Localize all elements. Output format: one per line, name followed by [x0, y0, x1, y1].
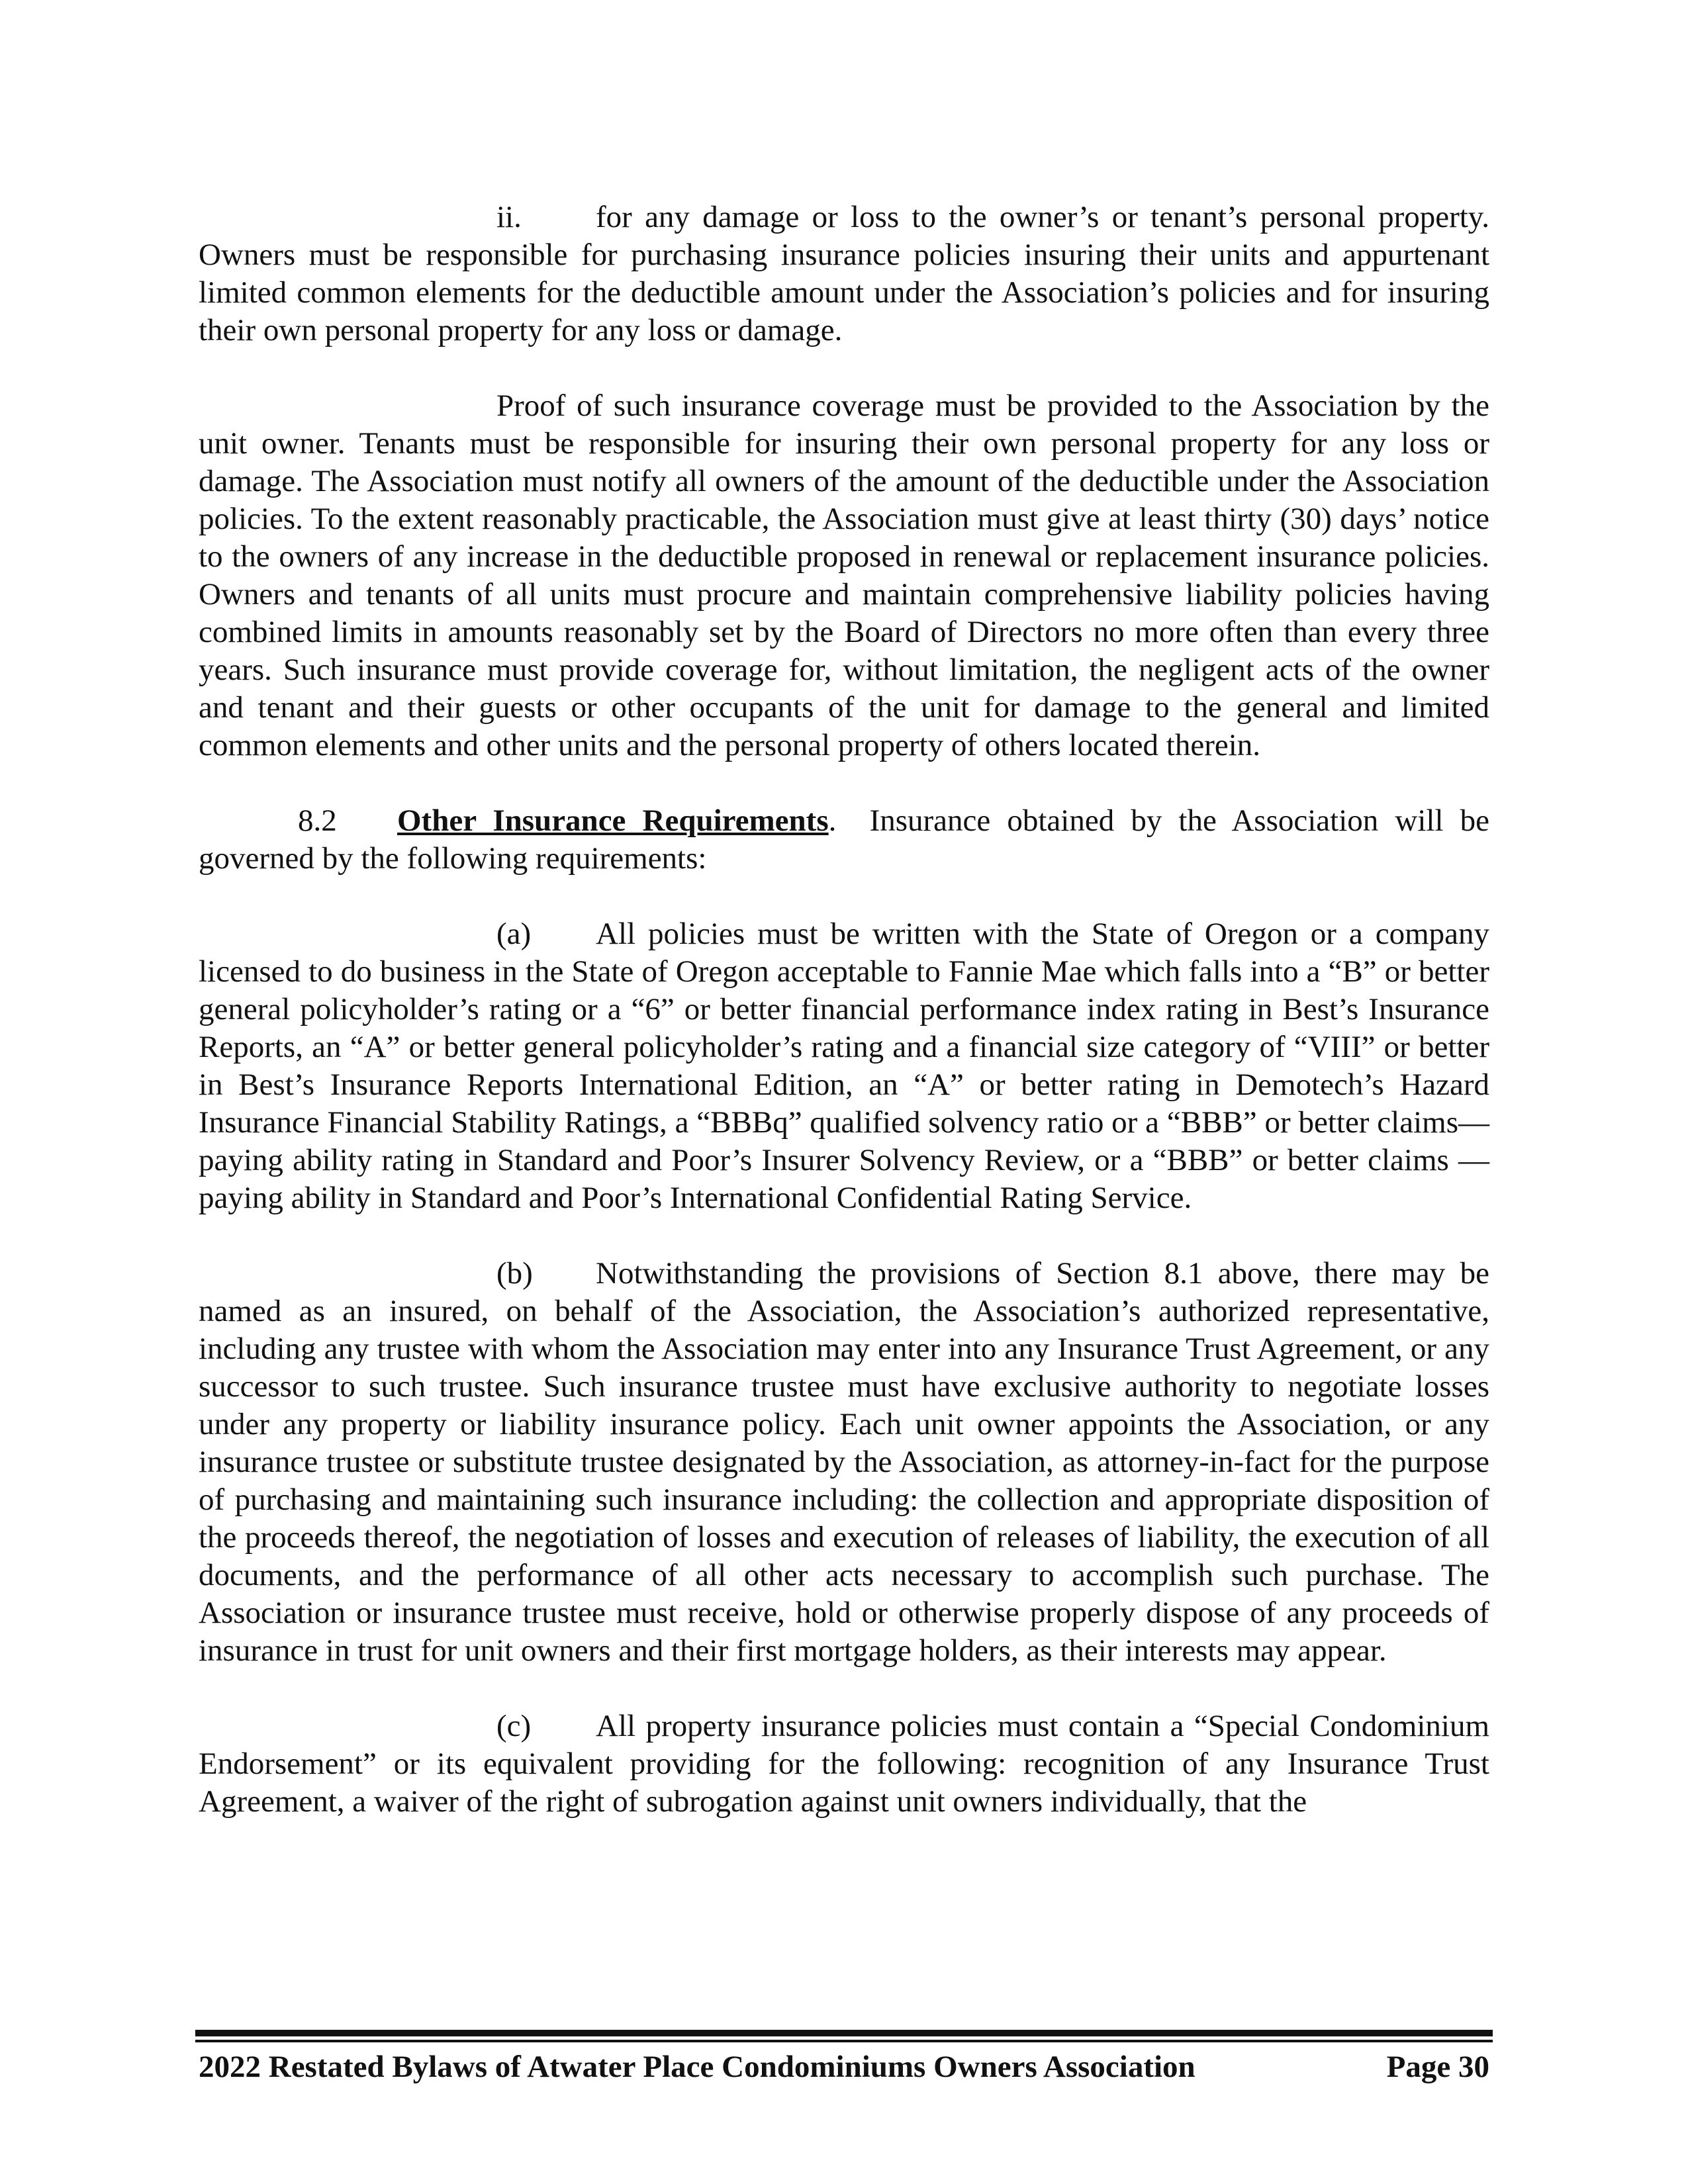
- section-8-2: [199, 802, 1489, 878]
- paragraph-text: Notwithstanding the provisions of Section 8.1 above, there may be named as an insured, on behalf of the Association, the Association’s authorized representative, including any trustee with whom the Association may enter into any Insurance Trust Agreement, or any successor to such trustee. Such insurance trustee must have exclusive authority to negotiate losses under any property or liability insurance policy. Each unit owner appoints the Association, or any insurance trustee or substitute trustee designated by the Association, as attorney-in-fact for the purpose of purchasing and maintaining such insurance including: the collection and appropriate disposition of the proceeds thereof, the negotiation of losses and execution of releases of liability, the execution of all documents, and the performance of all other acts necessary to accomplish such purchase. The Association or insurance trustee must receive, hold or otherwise properly dispose of any proceeds of insurance in trust for unit owners and their first mortgage holders, as their interests may appear.: [199, 1256, 1489, 1668]
- paragraph-ii: [199, 199, 1489, 349]
- item-label: (b): [496, 1256, 533, 1291]
- paragraph-text: All property insurance policies must contain a “Special Condominium Endorsement” or its equivalent providing for the following: recognition of any Insurance Trust Agreement, a waiver of the right of subrogation against unit owners individually, that the: [199, 1709, 1489, 1819]
- body-text: [199, 199, 1489, 1821]
- paragraph-text: All policies must be written with the State of Oregon or a company licensed to do business in the State of Oregon acceptable to Fannie Mae which falls into a “B” or better general policyholder’s rating or a “6” or better financial performance index rating in Best’s Insurance Reports, an “A” or better general policyholder’s rating and a financial size category of “VIII” or better in Best’s Insurance Reports International Edition, an “A” or better rating in Demotech’s Hazard Insurance Financial Stability Ratings, a “BBBq” qualified solvency ratio or a “BBB” or better claims—paying ability rating in Standard and Poor’s Insurer Solvency Review, or a “BBB” or better claims — paying ability in Standard and Poor’s International Confidential Rating Service.: [199, 917, 1489, 1215]
- page-footer: [199, 2048, 1489, 2086]
- footer-title: 2022 Restated Bylaws of Atwater Place Condominiums Owners Association: [199, 2050, 1196, 2084]
- paragraph-proof: [199, 387, 1489, 764]
- item-label: (a): [496, 917, 532, 951]
- item-label: (c): [496, 1709, 532, 1743]
- paragraph-c: [199, 1707, 1489, 1821]
- footer-rule-thin: [195, 2040, 1493, 2042]
- section-heading: Other Insurance Requirements: [397, 803, 829, 838]
- paragraph-text: Proof of such insurance coverage must be provided to the Association by the unit owner. Tenants must be responsible for insuring their own personal property for any loss or damage. The Association must notify all owners of the amount of the deductible under the Association policies. To the extent reasonably practicable, the Association must give at least thirty (30) days’ notice to the owners of any increase in the deductible proposed in renewal or replacement insurance policies. Owners and tenants of all units must procure and maintain comprehensive liability policies having combined limits in amounts reasonably set by the Board of Directors no more often than every three years. Such insurance must provide coverage for, without limitation, the negligent acts of the owner and tenant and their guests or other occupants of the unit for damage to the general and limited common elements and other units and the personal property of others located therein.: [199, 388, 1489, 762]
- section-number: 8.2: [298, 803, 337, 838]
- page-number: Page 30: [1386, 2050, 1489, 2084]
- heading-suffix: .: [828, 803, 837, 838]
- paragraph-text: Insurance obtained by the Association will be governed by the following requirements:: [199, 803, 1489, 876]
- paragraph-a: [199, 915, 1489, 1217]
- item-label: ii.: [496, 200, 522, 234]
- footer-rule-thick: [195, 2030, 1493, 2036]
- paragraph-text: for any damage or loss to the owner’s or tenant’s personal property. Owners must be responsible for purchasing insurance policies insuring their units and appurtenant limited common elements for the deductible amount under the Association’s policies and for insuring their own personal property for any loss or damage.: [199, 200, 1489, 347]
- paragraph-b: [199, 1255, 1489, 1670]
